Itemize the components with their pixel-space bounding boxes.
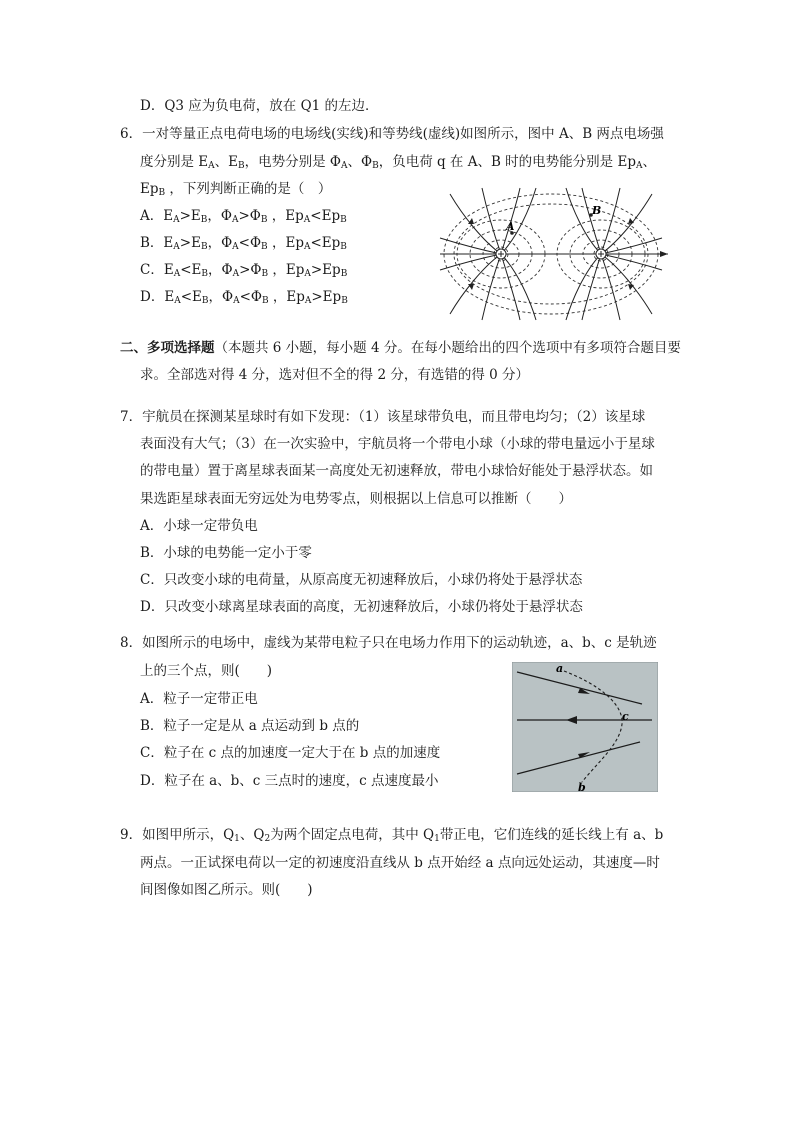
q8-trajectory-diagram: [512, 662, 658, 792]
q8-stem-line1: 8．如图所示的电场中，虚线为某带电粒子只在电场力作用下的运动轨迹，a、b、c 是轨迹: [120, 635, 657, 651]
q8-option-a: A．粒子一定带正电: [140, 691, 258, 707]
q7-stem-line1: 7．宇航员在探测某星球时有如下发现：（1）该星球带负电，而且带电均匀；（2）该星球: [120, 409, 646, 425]
q8-stem-line2: 上的三个点，则( ): [140, 663, 273, 679]
q6-option-b: B．$E_A>E_B$，$\Phi_A<\Phi_B$ ，$Ep_A<Ep_B$: [140, 235, 347, 252]
q6-option-a: A．$E_A>E_B$，$\Phi_A>\Phi_B$ ，$Ep_A<Ep_B$: [140, 208, 347, 225]
point-b-label: b: [578, 781, 586, 792]
section2-header-line1: 二、多项选择题（本题共 6 小题，每小题 4 分。在每小题给出的四个选项中有多项符合题目要: [120, 340, 681, 356]
section-title: 二、多项选择题: [120, 340, 215, 356]
q6-stem-line1: 6．一对等量正点电荷电场的电场线(实线)和等势线(虚线)如图所示，图中 A、B 两点电场强: [120, 126, 664, 142]
point-a-label: A: [506, 220, 515, 233]
q8-option-d: D．粒子在 a、b、c 三点时的速度，c 点速度最小: [140, 773, 439, 789]
section2-header-line2: 求。全部选对得 4 分，选对但不全的得 2 分，有选错的得 0 分）: [140, 367, 530, 383]
q6-stem-line3: $Ep_B$ ，下列判断正确的是（ ）: [140, 181, 332, 198]
q6-stem-line2: 度分别是 $E_A$、$E_B$，电势分别是 $\Phi_A$、$\Phi_B$，负电荷 q 在 A、B 时的电势能分别是 $Ep_A$、: [140, 154, 656, 171]
q8-option-b: B．粒子一定是从 a 点运动到 b 点的: [140, 718, 360, 734]
q6-option-d: D．$E_A<E_B$，$\Phi_A<\Phi_B$ ，$Ep_A>Ep_B$: [140, 289, 348, 306]
q7-option-b: B．小球的电势能一定小于零: [140, 545, 312, 561]
q6-option-c: C．$E_A<E_B$，$\Phi_A>\Phi_B$ ，$Ep_A>Ep_B$: [140, 262, 348, 279]
q7-stem-line2: 表面没有大气；（3）在一次实验中，宇航员将一个带电小球（小球的带电量远小于星球: [140, 436, 655, 452]
point-c-label: c: [622, 710, 629, 723]
q5-option-d: D．Q3 应为负电荷，放在 Q1 的左边．: [140, 98, 379, 114]
q6-field-diagram: [438, 186, 670, 322]
q9-stem-line1: 9．如图甲所示，$Q_1$、$Q_2$为两个固定点电荷，其中 $Q_1$带正电，它们连线的延长线上有 a、b: [120, 827, 664, 844]
q7-option-c: C．只改变小球的电荷量，从原高度无初速释放后，小球仍将处于悬浮状态: [140, 572, 583, 588]
q7-stem-line3: 的带电量）置于离星球表面某一高度处无初速释放，带电小球恰好能处于悬浮状态。如: [140, 463, 653, 479]
field-lines: [440, 188, 668, 320]
q7-option-d: D．只改变小球离星球表面的高度，无初速释放后，小球仍将处于悬浮状态: [140, 599, 583, 615]
point-a-label: a: [556, 662, 564, 675]
q7-stem-line4: 果选距星球表面无穷远处为电势零点，则根据以上信息可以推断（ ）: [140, 491, 572, 507]
q8-option-c: C．粒子在 c 点的加速度一定大于在 b 点的加速度: [140, 745, 441, 761]
q9-stem-line3: 间图像如图乙所示。则( ): [140, 882, 313, 898]
q7-option-a: A．小球一定带负电: [140, 518, 258, 534]
point-b-label: B: [592, 204, 602, 217]
q9-stem-line2: 两点。一正试探电荷以一定的初速度沿直线从 b 点开始经 a 点向远处运动，其速度—时: [140, 855, 660, 871]
